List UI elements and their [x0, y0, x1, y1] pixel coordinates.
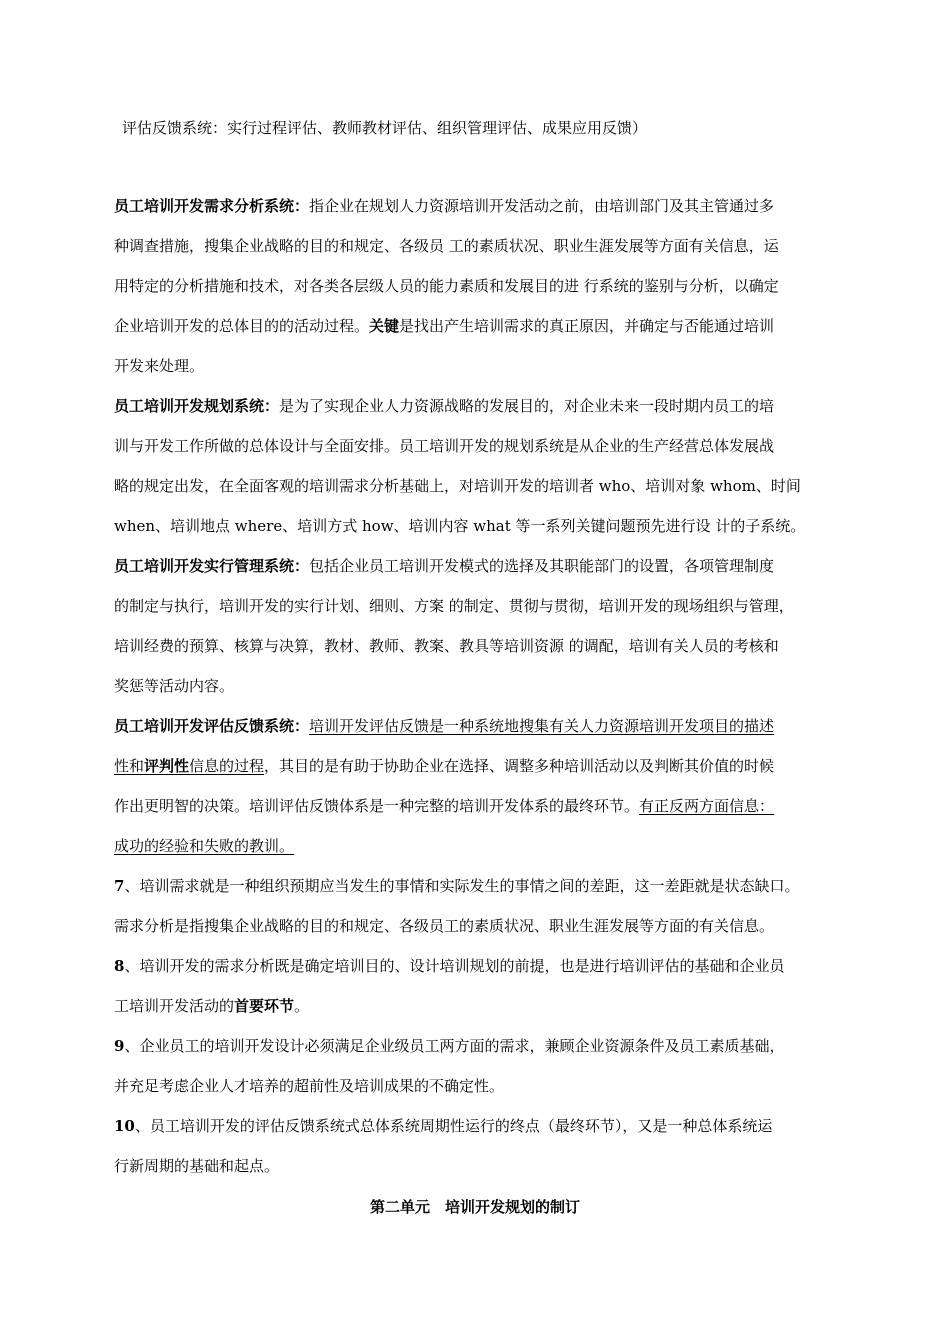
p1-line-3: 用特定的分析措施和技术，对各类各层级人员的能力素质和发展目的进 行系统的鉴别与分析，以确定 — [114, 277, 779, 295]
p3-line-3: 培训经费的预算、核算与决算，教材、教师、教案、教具等培训资源 的调配，培训有关人员的考核和 — [114, 637, 779, 655]
p4-text-2b: 评判性 — [144, 757, 190, 775]
item-8-text-2c: 。 — [294, 997, 310, 1015]
p1-key: 关键 — [369, 317, 400, 335]
section-heading: 第二单元 培训开发规划的制订 — [369, 1198, 580, 1216]
p4-line-4 — [114, 836, 294, 856]
p1-text-1: 指企业在规划人力资源培训开发活动之前，由培训部门及其主管通过多 — [309, 197, 775, 215]
p4-line-3 — [114, 796, 774, 816]
p3-line-4: 奖惩等活动内容。 — [114, 677, 235, 695]
item-9-number: 9 — [114, 1037, 125, 1055]
item-7-number: 7 — [114, 877, 125, 895]
p1-line-2: 种调查措施，搜集企业战略的目的和规定、各级员 工的素质状况、职业生涯发展等方面有关信息，运 — [114, 237, 779, 255]
p4-line-2 — [114, 756, 774, 776]
intro-line: 评估反馈系统：实行过程评估、教师教材评估、组织管理评估、成果应用反馈） — [122, 119, 648, 137]
p1-text-4a: 企业培训开发的总体目的的活动过程。 — [114, 317, 370, 335]
p2-line-2: 训与开发工作所做的总体设计与全面安排。员工培训开发的规划系统是从企业的生产经营总体发展战 — [114, 437, 775, 455]
item-10-number: 10 — [114, 1117, 135, 1135]
p3-text-1: 包括企业员工培训开发模式的选择及其职能部门的设置，各项管理制度 — [309, 557, 775, 575]
item-9-line-2: 并充足考虑企业人才培养的超前性及培训成果的不确定性。 — [114, 1077, 505, 1095]
item-8-text-2a: 工培训开发活动的 — [114, 997, 235, 1015]
item-8-key: 首要环节 — [234, 997, 295, 1015]
item-9-line-1 — [114, 1036, 784, 1056]
item-10-line-1 — [114, 1116, 772, 1136]
p4-text-4: 成功的经验和失败的教训。 — [114, 837, 295, 855]
item-7-line-1 — [114, 876, 799, 896]
p2-line-4: when、培训地点 where、培训方式 how、培训内容 what 等一系列关键问题预先进行设 计的子系统。 — [114, 517, 806, 535]
item-10-text-1: 、员工培训开发的评估反馈系统式总体系统周期性运行的终点（最终环节），又是一种总体系统运 — [134, 1117, 773, 1135]
item-9-text-1: 、企业员工的培训开发设计必须满足企业级员工两方面的需求，兼顾企业资源条件及员工素质基础， — [124, 1037, 785, 1055]
p1-line-1 — [114, 196, 774, 216]
item-7-line-2: 需求分析是指搜集企业战略的目的和规定、各级员工的素质状况、职业生涯发展等方面的有关信息。 — [114, 917, 775, 935]
item-8-line-1 — [114, 956, 784, 976]
p1-text-4c: 是找出产生培训需求的真正原因，并确定与否能通过培训 — [399, 317, 775, 335]
p3-term: 员工培训开发实行管理系统： — [114, 557, 310, 575]
p4-term: 员工培训开发评估反馈系统： — [114, 717, 310, 735]
item-8-text-1: 、培训开发的需求分析既是确定培训目的、设计培训规划的前提，也是进行培训评估的基础和企业员 — [124, 957, 785, 975]
p1-term: 员工培训开发需求分析系统： — [114, 197, 310, 215]
p1-line-4 — [114, 316, 774, 336]
p2-term: 员工培训开发规划系统： — [114, 397, 280, 415]
p2-line-3: 略的规定出发，在全面客观的培训需求分析基础上，对培训开发的培训者 who、培训对象 whom、时间 — [114, 477, 801, 495]
p4-text-2d: ，其目的是有助于协助企业在选择、调整多种培训活动以及判断其价值的时候 — [264, 757, 775, 775]
item-10-line-2: 行新周期的基础和起点。 — [114, 1157, 280, 1175]
p4-text-2c: 信息的过程 — [189, 757, 265, 775]
p3-line-2: 的制定与执行，培训开发的实行计划、细则、方案 的制定、贯彻与贯彻，培训开发的现场组织与管理， — [114, 597, 794, 615]
p3-line-1 — [114, 556, 774, 576]
p2-text-1: 是为了实现企业人力资源战略的发展目的，对企业未来一段时期内员工的培 — [279, 397, 775, 415]
p4-text-3a: 作出更明智的决策。培训评估反馈体系是一种完整的培训开发体系的最终环节。 — [114, 797, 640, 815]
p4-text-3b: 有正反两方面信息： — [639, 797, 775, 815]
p4-text-2a: 性和 — [114, 757, 145, 775]
p2-line-1 — [114, 396, 774, 416]
p4-text-1: 培训开发评估反馈是一种系统地搜集有关人力资源培训开发项目的描述 — [309, 717, 775, 735]
item-8-line-2 — [114, 996, 309, 1016]
item-8-number: 8 — [114, 957, 125, 975]
p4-line-1 — [114, 716, 774, 736]
item-7-text-1: 、培训需求就是一种组织预期应当发生的事情和实际发生的事情之间的差距，这一差距就是状态缺口。 — [124, 877, 800, 895]
p1-line-5: 开发来处理。 — [114, 357, 205, 375]
